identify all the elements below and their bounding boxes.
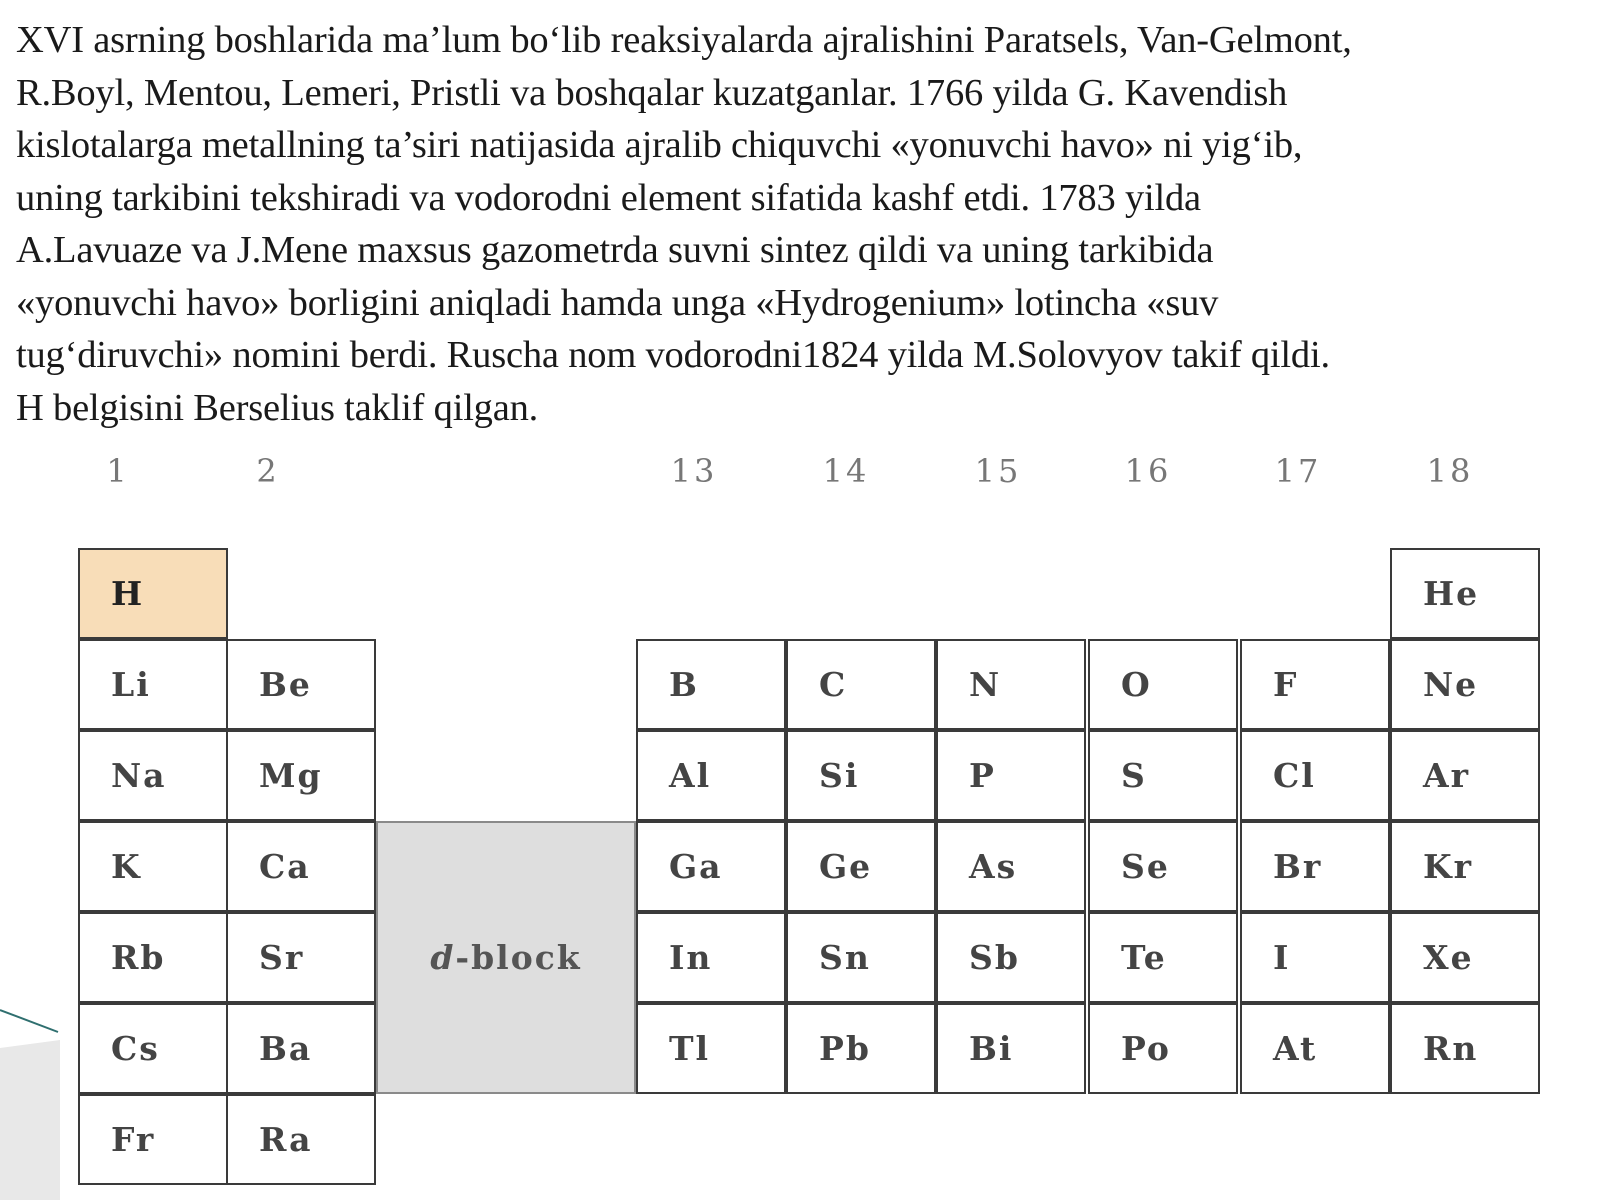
element-cell-p: P (936, 730, 1086, 821)
element-cell-sn: Sn (786, 912, 936, 1003)
element-cell-b: B (636, 639, 786, 730)
group-number-17: 17 (1274, 452, 1322, 490)
element-cell-ca: Ca (226, 821, 376, 912)
element-cell-ba: Ba (226, 1003, 376, 1094)
d-block-region (376, 821, 636, 1094)
element-cell-ra: Ra (226, 1094, 376, 1185)
element-cell-pb: Pb (786, 1003, 936, 1094)
element-cell-br: Br (1240, 821, 1390, 912)
element-cell-si: Si (786, 730, 936, 821)
element-cell-i: I (1240, 912, 1390, 1003)
element-cell-po: Po (1088, 1003, 1238, 1094)
element-cell-c: C (786, 639, 936, 730)
element-cell-ar: Ar (1390, 730, 1540, 821)
element-cell-al: Al (636, 730, 786, 821)
d-block-letter: d (430, 938, 456, 977)
element-cell-ga: Ga (636, 821, 786, 912)
element-cell-k: K (78, 821, 228, 912)
group-number-15: 15 (974, 452, 1022, 490)
element-cell-li: Li (78, 639, 228, 730)
paragraph-line: A.Lavuaze va J.Mene maxsus gazometrda suvni sintez qildi va uning tarkibida (16, 229, 1214, 271)
element-cell-s: S (1088, 730, 1238, 821)
element-cell-mg: Mg (226, 730, 376, 821)
element-cell-f: F (1240, 639, 1390, 730)
paragraph-line: H belgisini Berselius taklif qilgan. (16, 386, 539, 429)
element-cell-se: Se (1088, 821, 1238, 912)
element-cell-n: N (936, 639, 1086, 730)
group-number-13: 13 (670, 452, 718, 490)
element-cell-tl: Tl (636, 1003, 786, 1094)
element-cell-at: At (1240, 1003, 1390, 1094)
element-cell-sr: Sr (226, 912, 376, 1003)
element-cell-na: Na (78, 730, 228, 821)
element-cell-kr: Kr (1390, 821, 1540, 912)
paragraph-line: tug‘diruvchi» nomini berdi. Ruscha nom vodorodni1824 yilda M.Solovyov takif qildi. (16, 334, 1330, 376)
element-cell-o: O (1088, 639, 1238, 730)
group-number-14: 14 (822, 452, 870, 490)
paragraph-line: kislotalarga metallning ta’siri natijasida ajralib chiquvchi «yonuvchi havo» ni yig‘ib, (16, 124, 1303, 166)
history-paragraph (16, 14, 1586, 434)
group-number-16: 16 (1124, 452, 1172, 490)
element-cell-as: As (936, 821, 1086, 912)
element-cell-in: In (636, 912, 786, 1003)
paragraph-line: XVI asrning boshlarida ma’lum bo‘lib reaksiyalarda ajralishini Paratsels, Van-Gelmont, (16, 19, 1352, 61)
element-cell-cl: Cl (1240, 730, 1390, 821)
element-cell-sb: Sb (936, 912, 1086, 1003)
paragraph-line: uning tarkibini tekshiradi va vodorodni element sifatida kashf etdi. 1783 yilda (16, 176, 1201, 219)
element-cell-h: H (78, 548, 228, 639)
element-cell-bi: Bi (936, 1003, 1086, 1094)
element-cell-ge: Ge (786, 821, 936, 912)
element-cell-xe: Xe (1390, 912, 1540, 1003)
group-number-1: 1 (106, 452, 130, 490)
d-block-label: -block (455, 938, 582, 977)
paragraph-line: R.Boyl, Mentou, Lemeri, Pristli va boshqalar kuzatganlar. 1766 yilda G. Kavendish (16, 71, 1288, 114)
group-number-18: 18 (1426, 452, 1474, 490)
element-cell-fr: Fr (78, 1094, 228, 1185)
decorative-corner-shape (0, 1000, 80, 1200)
group-number-2: 2 (256, 452, 280, 490)
element-cell-cs: Cs (78, 1003, 228, 1094)
element-cell-be: Be (226, 639, 376, 730)
element-cell-rb: Rb (78, 912, 228, 1003)
element-cell-he: He (1390, 548, 1540, 639)
element-cell-te: Te (1088, 912, 1238, 1003)
element-cell-rn: Rn (1390, 1003, 1540, 1094)
element-cell-ne: Ne (1390, 639, 1540, 730)
paragraph-line: «yonuvchi havo» borligini aniqladi hamda unga «Hydrogenium» lotincha «suv (16, 281, 1219, 324)
